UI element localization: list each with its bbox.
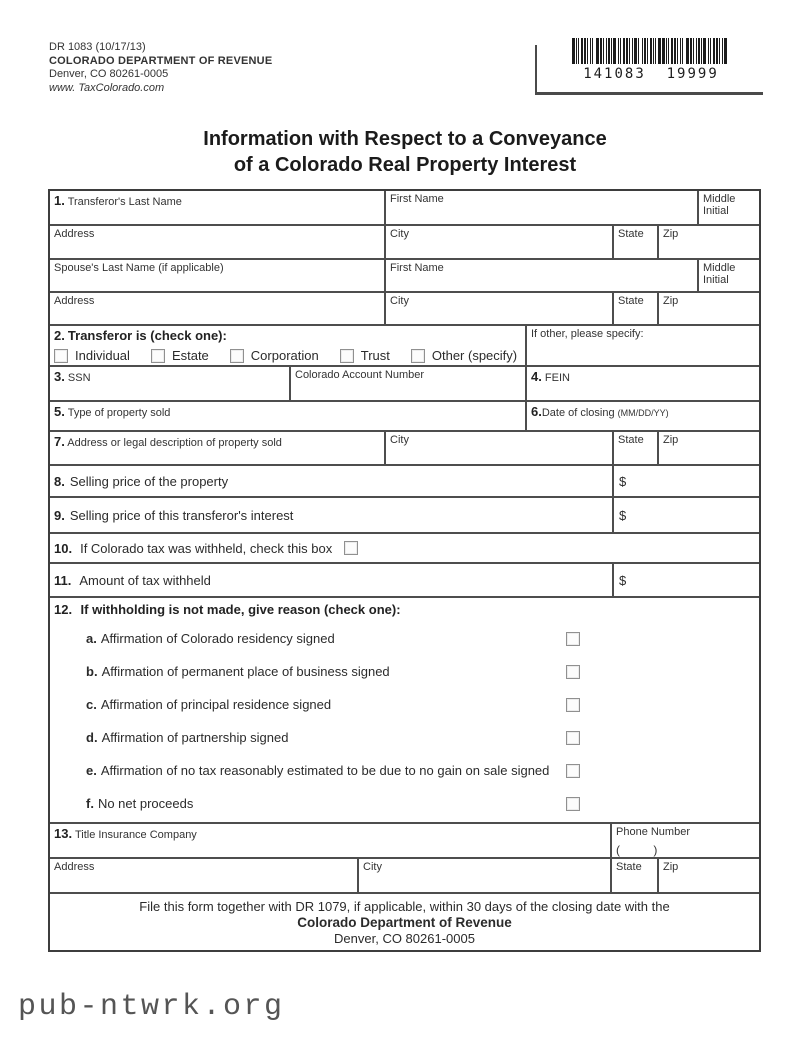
row-spouse-name [50,258,759,291]
label-tax-amount [50,564,612,596]
field-label: Address [54,861,95,873]
item-number: 5. [54,404,65,419]
field-label: First Name [390,262,444,274]
field-label: Middle Initial [703,193,736,217]
row-property-address [50,430,759,464]
item-number: 2. [54,328,65,343]
field-label: City [363,861,382,873]
page-title [0,126,810,178]
item-number: 4. [531,369,542,384]
label-selling-price [50,466,612,496]
row-title-insurance [50,822,759,857]
checkbox-corporation[interactable] [230,349,244,363]
instruction-line-3: Denver, CO 80261-0005 [334,931,475,946]
date-format-hint: (MM/DD/YY) [617,408,669,418]
row-transferor-interest-price [50,496,759,532]
field-label: Address [54,295,95,307]
item-number: 10. [54,540,73,556]
field-spouse-last-name[interactable] [50,260,384,291]
reason-text: Affirmation of no tax reasonably estimated to be due to no gain on sale signed [100,763,550,778]
field-tax-amount[interactable] [612,564,759,596]
checkbox-reason-e[interactable] [566,764,580,778]
field-label: Zip [663,434,679,446]
form-header [49,41,272,95]
withholding-reason-header [50,598,759,622]
field-label: Title Insurance Company [74,829,197,841]
option-corporation[interactable] [230,348,319,363]
reason-letter: b. [86,664,98,679]
row-transferor-name [50,191,759,224]
reason-a [50,622,759,655]
field-transferor-state[interactable] [612,226,657,258]
option-estate[interactable] [151,348,209,363]
field-label: Zip [663,295,679,307]
field-spouse-address[interactable] [50,293,384,324]
checkbox-tax-withheld[interactable] [344,541,358,555]
row-transferor-address [50,224,759,258]
field-transferor-interest-amount[interactable] [612,498,759,532]
field-spouse-first-name[interactable] [384,260,697,291]
field-label: City [390,434,409,446]
field-spouse-city[interactable] [384,293,612,324]
option-label: Estate [171,348,209,363]
field-label: Address [54,228,95,240]
reason-letter: a. [86,631,97,646]
item-number: 6. [531,404,542,419]
item-number: 13. [54,826,73,841]
option-label: Corporation [250,348,319,363]
field-transferor-first-name[interactable] [384,191,697,224]
field-other-specify[interactable] [525,326,759,365]
filing-instructions [50,894,759,950]
field-closing-date[interactable] [525,402,759,430]
item-number: 3. [54,369,65,384]
field-label: City [390,295,409,307]
field-label: Spouse's Last Name (if applicable) [54,262,224,274]
field-label: Transferor's Last Name [67,196,182,208]
reason-text: Affirmation of Colorado residency signed [100,631,335,646]
reason-letter: d. [86,730,98,745]
row-ssn-fein [50,365,759,400]
department-website: www. TaxColorado.com [49,81,165,94]
row-tax-withheld-check [50,532,759,562]
field-ssn[interactable] [50,367,289,400]
reason-e [50,754,759,787]
field-fein[interactable] [525,367,759,400]
option-trust[interactable] [340,348,390,363]
field-title-insurance-company[interactable] [50,824,610,857]
field-property-zip[interactable] [657,432,759,464]
field-insurance-city[interactable] [357,859,610,892]
field-insurance-address[interactable] [50,859,357,892]
department-name: COLORADO DEPARTMENT OF REVENUE [49,54,273,67]
reason-f [50,787,759,820]
option-other[interactable] [411,348,517,363]
field-colorado-account-number[interactable] [289,367,525,400]
field-label: State [618,295,644,307]
item-number: 7. [54,434,65,449]
item-number: 1. [54,193,65,208]
row-filing-instructions [50,892,759,950]
checkbox-reason-b[interactable] [566,665,580,679]
row-withholding-reason [50,596,759,822]
section-label: Transferor is (check one): [67,328,227,343]
field-spouse-zip[interactable] [657,293,759,324]
field-label: Zip [663,861,679,873]
checkbox-trust[interactable] [340,349,354,363]
field-label: First Name [390,193,444,205]
dollar-sign: $ [619,572,627,588]
checkbox-reason-d[interactable] [566,731,580,745]
field-label: Selling price of the property [69,473,229,489]
field-transferor-last-name[interactable] [50,191,384,224]
dollar-sign: $ [619,473,627,489]
phone-parentheses: ( ) [616,843,658,857]
reason-text: Affirmation of principal residence signed [100,697,332,712]
instruction-line-1: File this form together with DR 1079, if applicable, within 30 days of the closing date with the [139,899,670,914]
field-label: City [390,228,409,240]
field-selling-price-amount[interactable] [612,466,759,496]
field-label: Type of property sold [67,407,171,419]
field-spouse-middle-initial[interactable] [697,260,759,291]
label-transferor-interest-price [50,498,612,532]
field-label: If Colorado tax was withheld, check this box [80,540,333,556]
reason-letter: f. [86,796,94,811]
reason-text: Affirmation of partnership signed [101,730,289,745]
item-number: 11. [54,572,72,588]
field-property-description[interactable] [50,432,384,464]
item-number: 9. [54,507,65,523]
department-address: Denver, CO 80261-0005 [49,68,169,80]
field-label: State [616,861,642,873]
field-label: FEIN [544,372,570,384]
item-number: 8. [54,473,65,489]
field-phone-number[interactable] [610,824,759,857]
field-insurance-state[interactable] [610,859,657,892]
barcode-image [572,38,729,64]
field-insurance-zip[interactable] [657,859,759,892]
row-title-insurance-address [50,857,759,892]
field-property-type[interactable] [50,402,525,430]
reason-letter: c. [86,697,97,712]
reason-b [50,655,759,688]
field-label: Amount of tax withheld [79,572,211,588]
reason-text: No net proceeds [97,796,194,811]
field-label: Colorado Account Number [295,369,425,381]
section-label: If withholding is not made, give reason (check one): [80,602,401,617]
option-label: Individual [75,348,130,363]
field-transferor-city[interactable] [384,226,612,258]
field-property-city[interactable] [384,432,612,464]
field-label: Selling price of this transferor's interest [69,507,294,523]
field-transferor-zip[interactable] [657,226,759,258]
checkbox-estate[interactable] [151,349,165,363]
watermark: pub-ntwrk.org [18,990,285,1024]
title-line-1: Information with Respect to a Conveyance [203,128,607,150]
form-number: DR 1083 (10/17/13) [49,41,146,53]
field-spouse-state[interactable] [612,293,657,324]
row-property-closing [50,400,759,430]
checkbox-other[interactable] [411,349,425,363]
form-table [48,189,761,952]
field-transferor-middle-initial[interactable] [697,191,759,224]
reason-c [50,688,759,721]
item-number: 12. [54,602,73,617]
label-tax-withheld-check [50,534,759,562]
field-label: Zip [663,228,679,240]
reason-d [50,721,759,754]
field-label: State [618,434,644,446]
checkbox-individual[interactable] [54,349,68,363]
option-individual[interactable] [54,348,130,363]
field-label: Address or legal description of property sold [67,437,282,449]
field-transferor-address[interactable] [50,226,384,258]
option-label: Other (specify) [431,348,518,363]
field-label: Phone Number [616,826,690,838]
barcode-digits: 141083 19999 [583,66,719,82]
reason-text: Affirmation of permanent place of business signed [101,664,390,679]
instruction-line-2: Colorado Department of Revenue [297,915,512,930]
field-property-state[interactable] [612,432,657,464]
row-transferor-type [50,324,759,365]
reason-letter: e. [86,763,97,778]
title-line-2: of a Colorado Real Property Interest [233,154,577,176]
field-label: SSN [67,372,91,384]
dollar-sign: $ [619,507,627,523]
row-tax-amount [50,562,759,596]
option-label: Trust [360,348,390,363]
field-label: State [618,228,644,240]
field-label: Middle Initial [703,262,736,286]
field-label: Date of closing [541,407,615,419]
transferor-type-options [50,326,525,365]
field-label: If other, please specify: [531,328,644,340]
checkbox-reason-f[interactable] [566,797,580,811]
checkbox-reason-a[interactable] [566,632,580,646]
row-spouse-address [50,291,759,324]
checkbox-reason-c[interactable] [566,698,580,712]
row-selling-price [50,464,759,496]
